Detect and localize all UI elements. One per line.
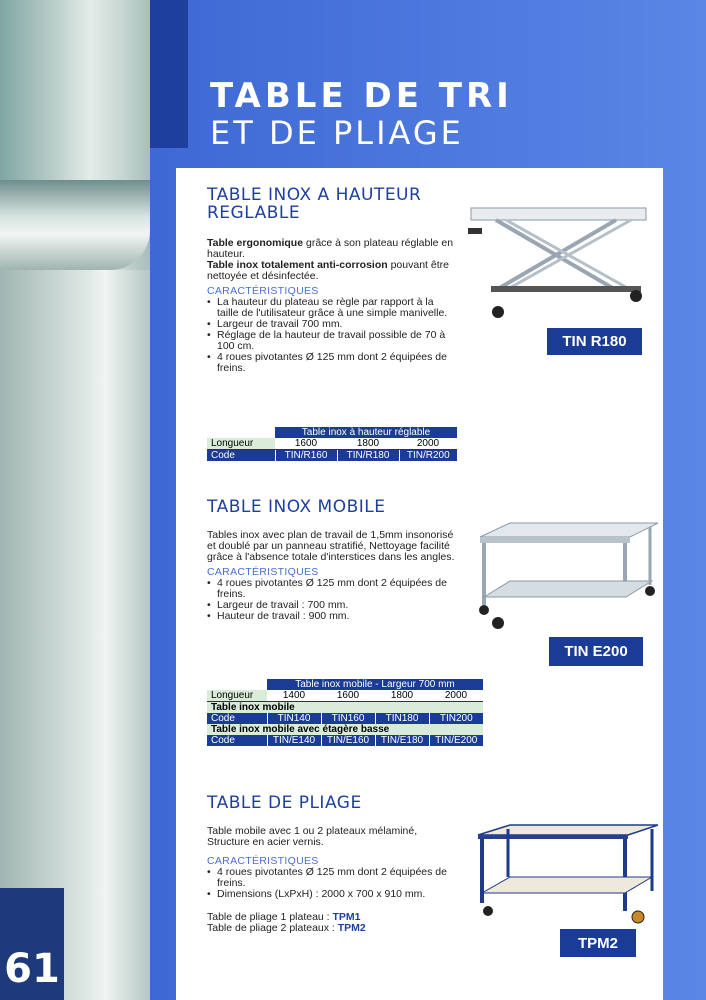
section1-table xyxy=(207,427,457,461)
code-label: Code xyxy=(207,450,275,462)
table-cell: 1600 xyxy=(321,690,375,702)
code-label: Code xyxy=(207,735,267,746)
table-subheader: Table inox mobile avec étagère basse xyxy=(207,724,483,735)
section3-line2-label: Table de pliage 2 plateaux : xyxy=(207,922,338,934)
code-label: Code xyxy=(207,713,267,724)
section1-text xyxy=(207,238,455,374)
section2-intro: Tables inox avec plan de travail de 1,5mm insonorisé et doublé par un panneau stratifié, Nettoyage facilité grâce à l'absence totale d'interstices dans les angles. xyxy=(207,529,455,563)
section1-intro1 xyxy=(207,238,455,260)
table-spacer xyxy=(207,679,267,690)
table-row xyxy=(207,438,457,450)
table-cell: TIN200 xyxy=(429,713,483,724)
wheel xyxy=(479,605,489,615)
lower-shelf xyxy=(482,877,652,893)
wheel xyxy=(632,911,644,923)
section2-table xyxy=(207,679,483,746)
section3-line1-code: TPM1 xyxy=(332,911,361,923)
table-cell: TIN/R180 xyxy=(337,450,399,462)
section1-title-line2: REGLABLE xyxy=(207,203,301,223)
table-row xyxy=(207,690,483,702)
page-title-line2: ET DE PLIAGE xyxy=(210,114,464,152)
list-item: • Dimensions (LxPxH) : 2000 x 700 x 910 mm. xyxy=(217,889,455,900)
section1-title-line1: TABLE INOX A HAUTEUR xyxy=(207,185,422,205)
table-cell: TIN180 xyxy=(375,713,429,724)
section1-characteristics-label: CARACTÉRISTIQUES xyxy=(207,285,319,297)
table-cell: TIN/E160 xyxy=(321,735,375,746)
table-cell: TIN/R160 xyxy=(275,450,337,462)
list-item: • 4 roues pivotantes Ø 125 mm dont 2 équipées de freins. xyxy=(217,352,455,374)
wheel xyxy=(492,306,504,318)
table-row xyxy=(207,724,483,735)
folding-table-image xyxy=(470,815,660,925)
table-cell: 1400 xyxy=(267,690,321,702)
section1-intro1-bold: Table ergonomique xyxy=(207,237,304,249)
table-edge xyxy=(480,537,630,543)
table-cell: TIN160 xyxy=(321,713,375,724)
section2-characteristics-label: CARACTÉRISTIQUES xyxy=(207,566,319,578)
lower-shelf xyxy=(484,581,652,597)
section3-title: TABLE DE PLIAGE xyxy=(207,793,362,813)
section2-product-code: TIN E200 xyxy=(549,637,643,666)
table-subheader: Table inox mobile xyxy=(207,702,483,714)
page-title-line1: TABLE DE TRI xyxy=(210,76,513,116)
table-header: Table inox mobile - Largeur 700 mm xyxy=(267,679,483,690)
section2-text xyxy=(207,530,455,622)
adjustable-table-image xyxy=(466,200,656,322)
base-frame xyxy=(491,286,641,292)
list-item: • Largeur de travail : 700 mm. xyxy=(217,600,455,611)
list-item: • 4 roues pivotantes Ø 125 mm dont 2 équipées de freins. xyxy=(217,867,455,889)
section3-product-code: TPM2 xyxy=(560,929,636,957)
section3-line2 xyxy=(207,923,455,934)
list-item: • Largeur de travail 700 mm. xyxy=(217,319,455,330)
table-cell: TIN/E200 xyxy=(429,735,483,746)
crank-handle xyxy=(468,228,482,234)
table-spacer xyxy=(207,427,275,438)
section3-characteristics-label: CARACTÉRISTIQUES xyxy=(207,855,319,867)
wheel xyxy=(645,586,655,596)
section1-bullets xyxy=(207,297,455,374)
wheel xyxy=(483,906,493,916)
section2-title: TABLE INOX MOBILE xyxy=(207,497,386,517)
length-label: Longueur xyxy=(207,690,267,702)
list-item: • La hauteur du plateau se règle par rapport à la taille de l'utilisateur grâce à une simple manivelle. xyxy=(217,297,455,319)
table-cell: 1800 xyxy=(337,438,399,450)
table-cell: 2000 xyxy=(429,690,483,702)
section1-intro2-bold: Table inox totalement anti-corrosion xyxy=(207,259,388,271)
table-row xyxy=(207,450,457,462)
title-accent-bar xyxy=(150,0,188,148)
page-number: 61 xyxy=(0,888,64,1000)
section1-product-code: TIN R180 xyxy=(547,328,642,355)
table-cell: TIN140 xyxy=(267,713,321,724)
table-cell: TIN/E180 xyxy=(375,735,429,746)
section3-line1-label: Table de pliage 1 plateau : xyxy=(207,911,333,923)
length-label: Longueur xyxy=(207,438,275,450)
table-header: Table inox à hauteur réglable xyxy=(275,427,457,438)
table-row xyxy=(207,735,483,746)
section3-bullets xyxy=(207,867,455,900)
table-top xyxy=(480,523,658,537)
section1-title xyxy=(207,186,421,222)
table-edge xyxy=(478,835,628,839)
list-item: • Réglage de la hauteur de travail possible de 70 à 100 cm. xyxy=(217,330,455,352)
table-cell: TIN/R200 xyxy=(399,450,457,462)
section1-intro1-rest: grâce à son plateau réglable en hauteur. xyxy=(207,237,454,260)
section3-line2-code: TPM2 xyxy=(337,922,366,934)
section2-bullets xyxy=(207,578,455,622)
table-cell: 1800 xyxy=(375,690,429,702)
table-cell: TIN/E140 xyxy=(267,735,321,746)
side-photo xyxy=(0,0,150,1000)
mobile-table-image xyxy=(470,515,660,637)
wheel xyxy=(492,617,504,629)
section3-text xyxy=(207,826,455,934)
wheel xyxy=(630,290,642,302)
section3-intro: Table mobile avec 1 ou 2 plateaux mélaminé, Structure en acier vernis. xyxy=(207,825,418,848)
section1-intro2-rest: pouvant être nettoyée et désinfectée. xyxy=(207,259,449,282)
section1-intro2 xyxy=(207,260,455,282)
table-top xyxy=(471,208,646,220)
table-top xyxy=(478,825,658,835)
table-row xyxy=(207,702,483,714)
list-item: • 4 roues pivotantes Ø 125 mm dont 2 équipées de freins. xyxy=(217,578,455,600)
table-cell: 1600 xyxy=(275,438,337,450)
table-cell: 2000 xyxy=(399,438,457,450)
bin-rim xyxy=(0,180,150,270)
table-row xyxy=(207,713,483,724)
list-item: • Hauteur de travail : 900 mm. xyxy=(217,611,455,622)
